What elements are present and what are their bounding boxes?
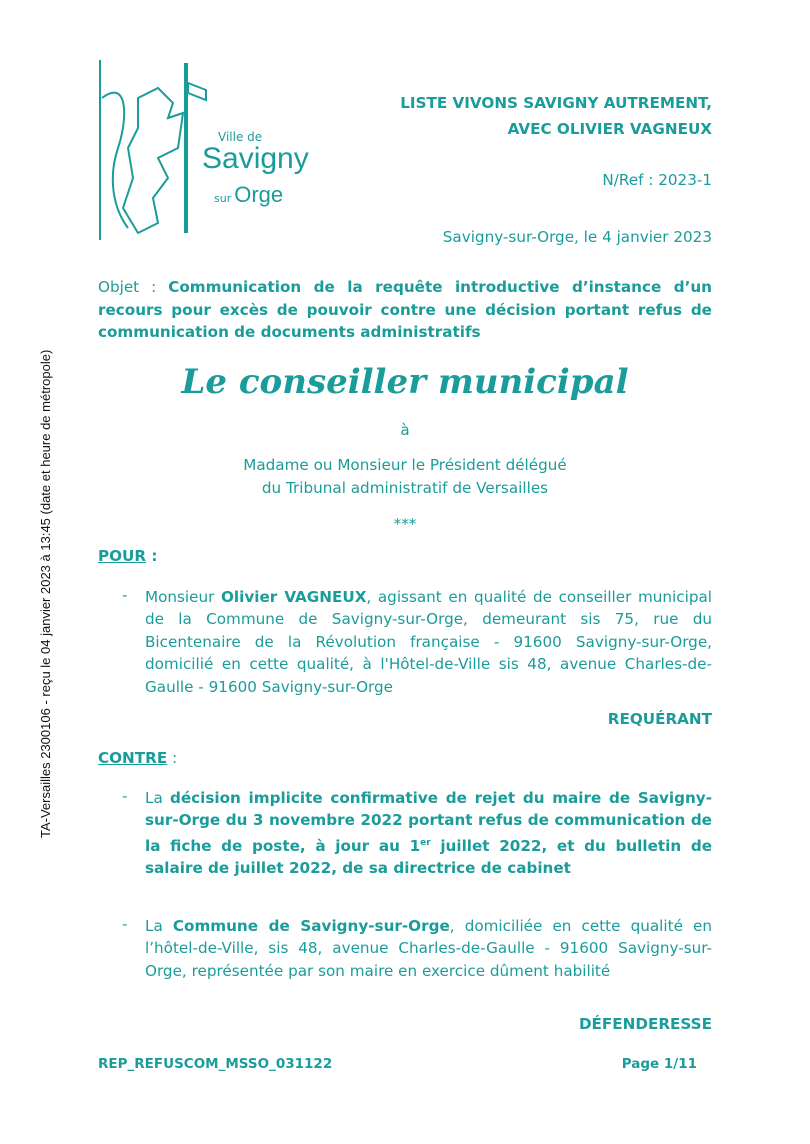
list-item xyxy=(122,586,712,698)
pour-colon: : xyxy=(146,547,158,565)
subject xyxy=(98,276,712,344)
pour-label: POUR xyxy=(98,547,147,565)
item-text: La xyxy=(145,917,173,935)
sender-line-1: LISTE VIVONS SAVIGNY AUTREMENT, xyxy=(400,94,712,112)
subject-label: Objet : xyxy=(98,278,169,296)
lion-emblem-icon xyxy=(98,58,208,243)
superscript: er xyxy=(420,837,431,848)
recipient-line-1: Madame ou Monsieur le Président délégué xyxy=(243,456,567,474)
item-text: La xyxy=(145,789,170,807)
contre-label: CONTRE xyxy=(98,749,168,767)
decision-text: décision implicite confirmative de rejet du maire de Savigny-sur-Orge du 3 novembre 2022 portant refus de communication de la fiche de poste, à jour au 1 xyxy=(145,789,712,855)
applicant-role: REQUÉRANT xyxy=(607,710,712,728)
place-date: Savigny-sur-Orge, le 4 janvier 2023 xyxy=(442,228,712,246)
document-title: Le conseiller municipal xyxy=(181,362,629,402)
bullet-dash: - xyxy=(122,787,128,805)
item-text: Monsieur xyxy=(145,588,222,606)
page-number: Page 1/11 xyxy=(621,1056,697,1072)
item-text: , agissant en qualité de conseiller municipal de la Commune de Savigny-sur-Orge, demeurant sis 75, rue du Bicentenaire de la Révolution française - 91600 Savigny-sur-Orge, domicilié en cette qualité, à l'Hôtel-de-Ville sis 48, avenue Charles-de-Gaulle - 91600 Savigny-sur-Orge xyxy=(145,588,712,696)
pour-heading xyxy=(98,547,157,565)
separator-stars: *** xyxy=(393,515,417,533)
sender-line-2: AVEC OLIVIER VAGNEUX xyxy=(507,120,712,138)
footer-reference: REP_REFUSCOM_MSSO_031122 xyxy=(98,1056,333,1072)
logo-orge: Orge xyxy=(234,182,284,207)
contre-heading xyxy=(98,749,177,767)
recipient-line-2: du Tribunal administratif de Versailles xyxy=(261,479,549,497)
logo-sur: sur xyxy=(214,192,232,205)
reception-stamp: TA-Versailles 2300106 - reçu le 04 janvier 2023 à 13:45 (date et heure de métropole) xyxy=(38,349,53,838)
logo-sur-orge xyxy=(214,182,283,208)
bullet-dash: - xyxy=(122,915,128,933)
logo-savigny: Savigny xyxy=(202,142,309,175)
reference: N/Ref : 2023-1 xyxy=(602,171,712,189)
applicant-name: Olivier VAGNEUX xyxy=(221,588,367,606)
contre-colon: : xyxy=(167,749,178,767)
logo-ville-de: Ville de xyxy=(218,130,263,144)
defendant-name: Commune de Savigny-sur-Orge xyxy=(172,917,450,935)
defendant-role: DÉFENDERESSE xyxy=(578,1015,712,1033)
list-item xyxy=(122,915,712,982)
subject-text: Communication de la requête introductive d’instance d’un recours pour excès de pouvoir contre une décision portant refus de communication de documents administratifs xyxy=(98,278,712,341)
decision-text: juillet 2022, et du bulletin de salaire de juillet 2022, de sa directrice de cabinet xyxy=(145,836,712,878)
list-item xyxy=(122,787,712,880)
item-text: , domiciliée en cette qualité en l’hôtel-de-Ville, sis 48, avenue Charles-de-Gaulle - 91600 Savigny-sur-Orge, représentée par son maire en exercice dûment habilité xyxy=(145,917,712,980)
city-logo xyxy=(98,58,309,243)
to-word: à xyxy=(400,421,410,439)
bullet-dash: - xyxy=(122,586,128,604)
